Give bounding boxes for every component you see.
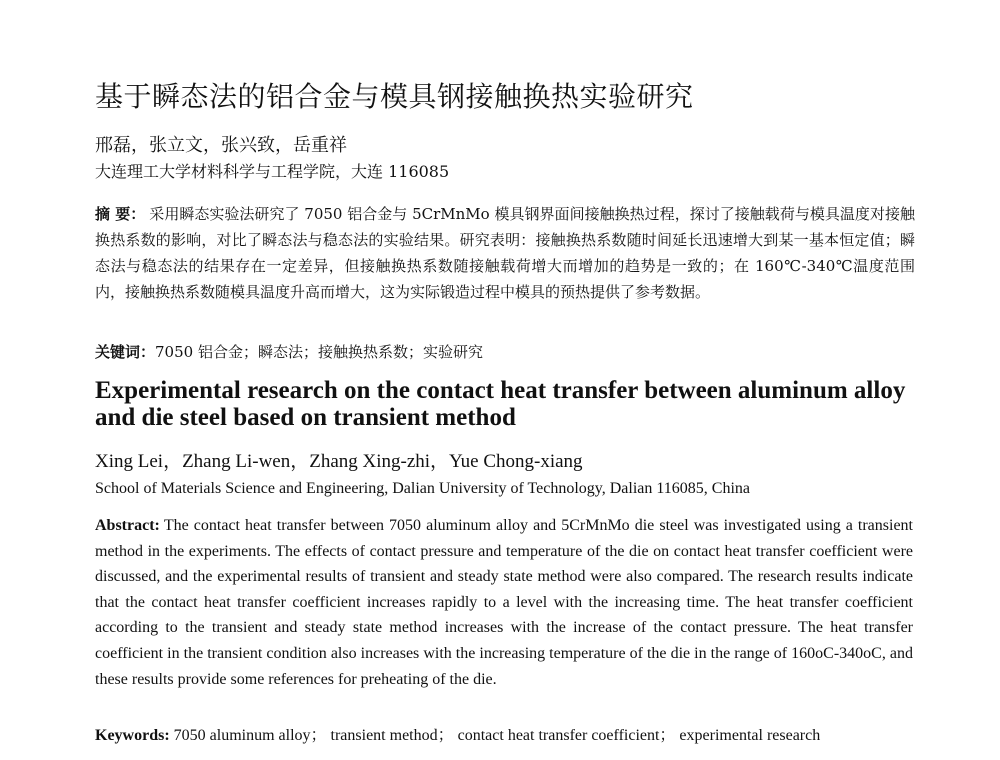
- english-title: Experimental research on the contact heat transfer between aluminum alloy and die steel based on transient method: [95, 377, 906, 431]
- chinese-abstract-text: 采用瞬态实验法研究了 7050 铝合金与 5CrMnMo 模具钢界面间接触换热过程，探讨了接触载荷与模具温度对接触换热系数的影响，对比了瞬态法与稳态法的实验结果。研究表明：接触换热系数随时间延长迅速增大到某一基本恒定值；瞬态法与稳态法的结果存在一定差异，但接触换热系数随接触载荷增大而增加的趋势是一致的；在 160℃-340℃温度范围内，接触换热系数随模具温度升高而增大，这为实际锻造过程中模具的预热提供了参考数据。: [95, 205, 915, 301]
- chinese-authors: 邢磊，张立文，张兴致，岳重祥: [95, 135, 347, 156]
- english-keywords: [95, 725, 925, 747]
- chinese-keywords-label: 关键词：: [95, 343, 156, 361]
- chinese-keywords: [95, 341, 915, 363]
- chinese-abstract-label: 摘 要：: [95, 205, 146, 223]
- english-abstract-text: The contact heat transfer between 7050 aluminum alloy and 5CrMnMo die steel was investigated using a transient method in the experiments. The effects of contact pressure and temperature of the die on contact heat transfer coefficient were discussed, and the experimental results of transient and steady state method were also compared. The research results indicate that the contact heat transfer coefficient increases rapidly to a level with the increasing time. The heat transfer coefficient according to the transient and steady state method increases with the increase of the contact pressure. The heat transfer coefficient in the transient condition also increases with the increasing temperature of the die in the range of 160oC-340oC, and these results provide some references for preheating of the die.: [95, 517, 913, 688]
- chinese-affiliation: 大连理工大学材料科学与工程学院，大连 116085: [95, 162, 450, 181]
- english-authors: Xing Lei，Zhang Li-wen，Zhang Xing-zhi，Yue Chong-xiang: [95, 451, 583, 472]
- english-keywords-text: 7050 aluminum alloy； transient method； contact heat transfer coefficient； experimental research: [173, 727, 821, 744]
- english-keywords-label: Keywords:: [95, 727, 170, 744]
- english-affiliation: School of Materials Science and Engineering, Dalian University of Technology, Dalian 116085, China: [95, 480, 751, 497]
- chinese-keywords-text: 7050 铝合金；瞬态法；接触换热系数；实验研究: [155, 343, 483, 361]
- english-abstract: [95, 513, 913, 692]
- chinese-abstract: [95, 201, 915, 305]
- english-abstract-label: Abstract:: [95, 517, 160, 534]
- chinese-title: 基于瞬态法的铝合金与模具钢接触换热实验研究: [95, 80, 694, 113]
